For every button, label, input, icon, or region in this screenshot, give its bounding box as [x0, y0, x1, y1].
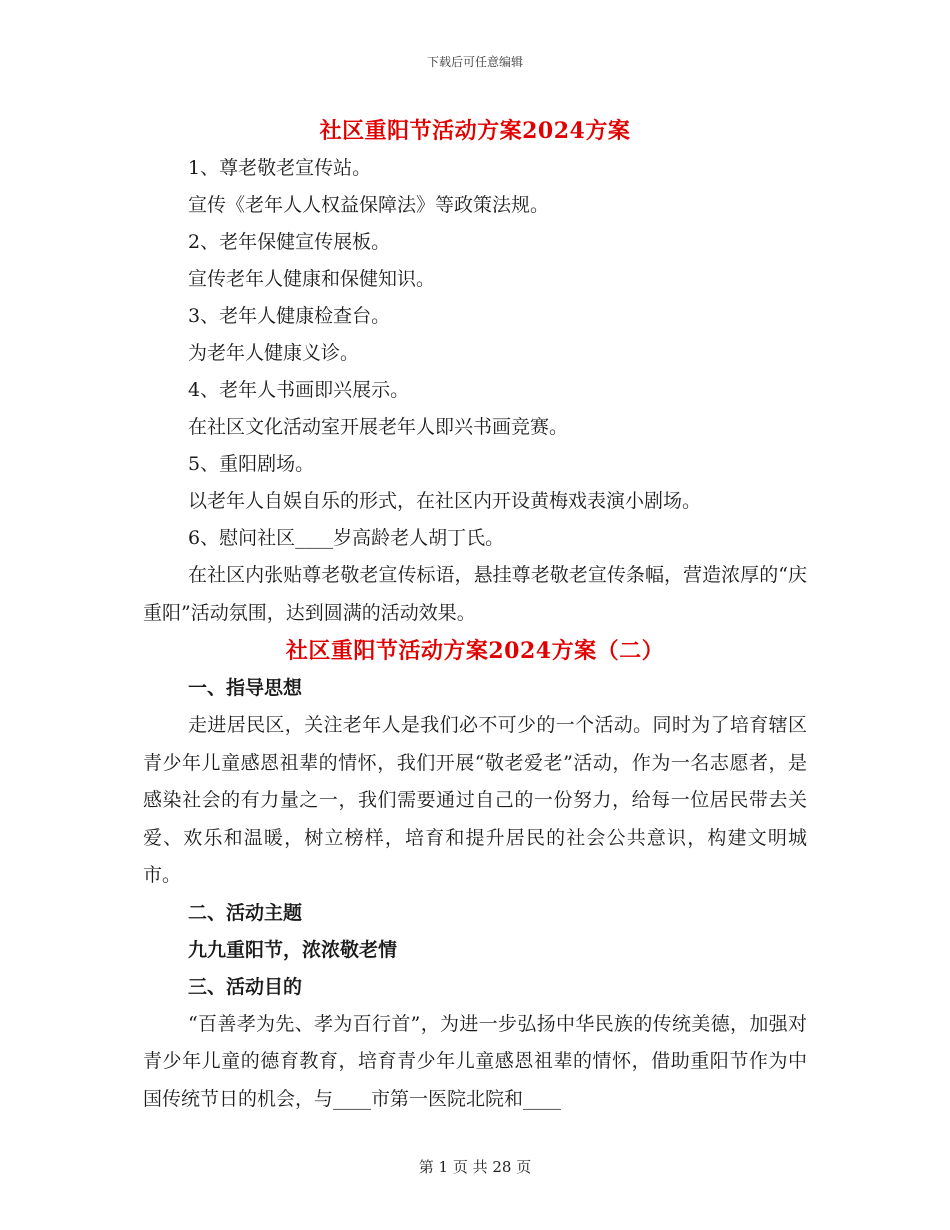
doc1-closing-paragraph: 在社区内张贴尊老敬老宣传标语，悬挂尊老敬老宣传条幅，营造浓厚的“庆重阳”活动氛围，达到圆满的活动效果。: [143, 564, 807, 624]
doc1-item-4-desc: 在社区文化活动室开展老年人即兴书画竞赛。: [188, 416, 569, 438]
doc1-item-4: 4、老年人书画即兴展示。: [188, 379, 410, 401]
doc2-title: 社区重阳节活动方案2024方案（二）: [285, 638, 665, 664]
doc1-item-2: 2、老年保健宣传展板。: [188, 231, 391, 253]
doc1-item-1-desc: 宣传《老年人人权益保障法》等政策法规。: [188, 194, 550, 216]
header-note: 下载后可任意编辑: [426, 55, 523, 69]
page-footer: 第 1 页 共 28 页: [418, 1158, 532, 1176]
document-body: [143, 112, 807, 1118]
doc2-section3-heading: 三、活动目的: [188, 975, 303, 998]
doc1-item-5-desc: 以老年人自娱自乐的形式，在社区内开设黄梅戏表演小剧场。: [188, 490, 702, 512]
doc2-section1-paragraph: 走进居民区，关注老年人是我们必不可少的一个活动。同时为了培育辖区青少年儿童感恩祖辈的情怀，我们开展“敬老爱老”活动，作为一名志愿者，是感染社会的有力量之一，我们需要通过自己的一份努力，给每一位居民带去关爱、欢乐和温暖，树立榜样，培育和提升居民的社会公共意识，构建文明城市。: [143, 714, 807, 886]
doc2-section2-heading: 二、活动主题: [188, 901, 303, 924]
doc1-item-3: 3、老年人健康检查台。: [188, 305, 391, 327]
doc2-section1-heading: 一、指导思想: [188, 677, 303, 699]
doc1-item-3-desc: 为老年人健康义诊。: [188, 342, 360, 364]
doc2-section3-paragraph: “百善孝为先、孝为百行首”，为进一步弘扬中华民族的传统美德，加强对青少年儿童的德育教育，培育青少年儿童感恩祖辈的情怀，借助重阳节作为中国传统节日的机会，与____市第一医院北院和____: [143, 1012, 807, 1110]
doc1-item-5: 5、重阳剧场。: [188, 453, 315, 475]
doc1-title: 社区重阳节活动方案2024方案: [319, 118, 631, 144]
doc1-item-6: 6、慰问社区____岁高龄老人胡丁氏。: [188, 527, 505, 549]
doc1-item-2-desc: 宣传老年人健康和保健知识。: [188, 268, 436, 290]
doc2-section2-theme: 九九重阳节，浓浓敬老情: [188, 938, 398, 961]
doc1-item-1: 1、尊老敬老宣传站。: [188, 157, 372, 179]
